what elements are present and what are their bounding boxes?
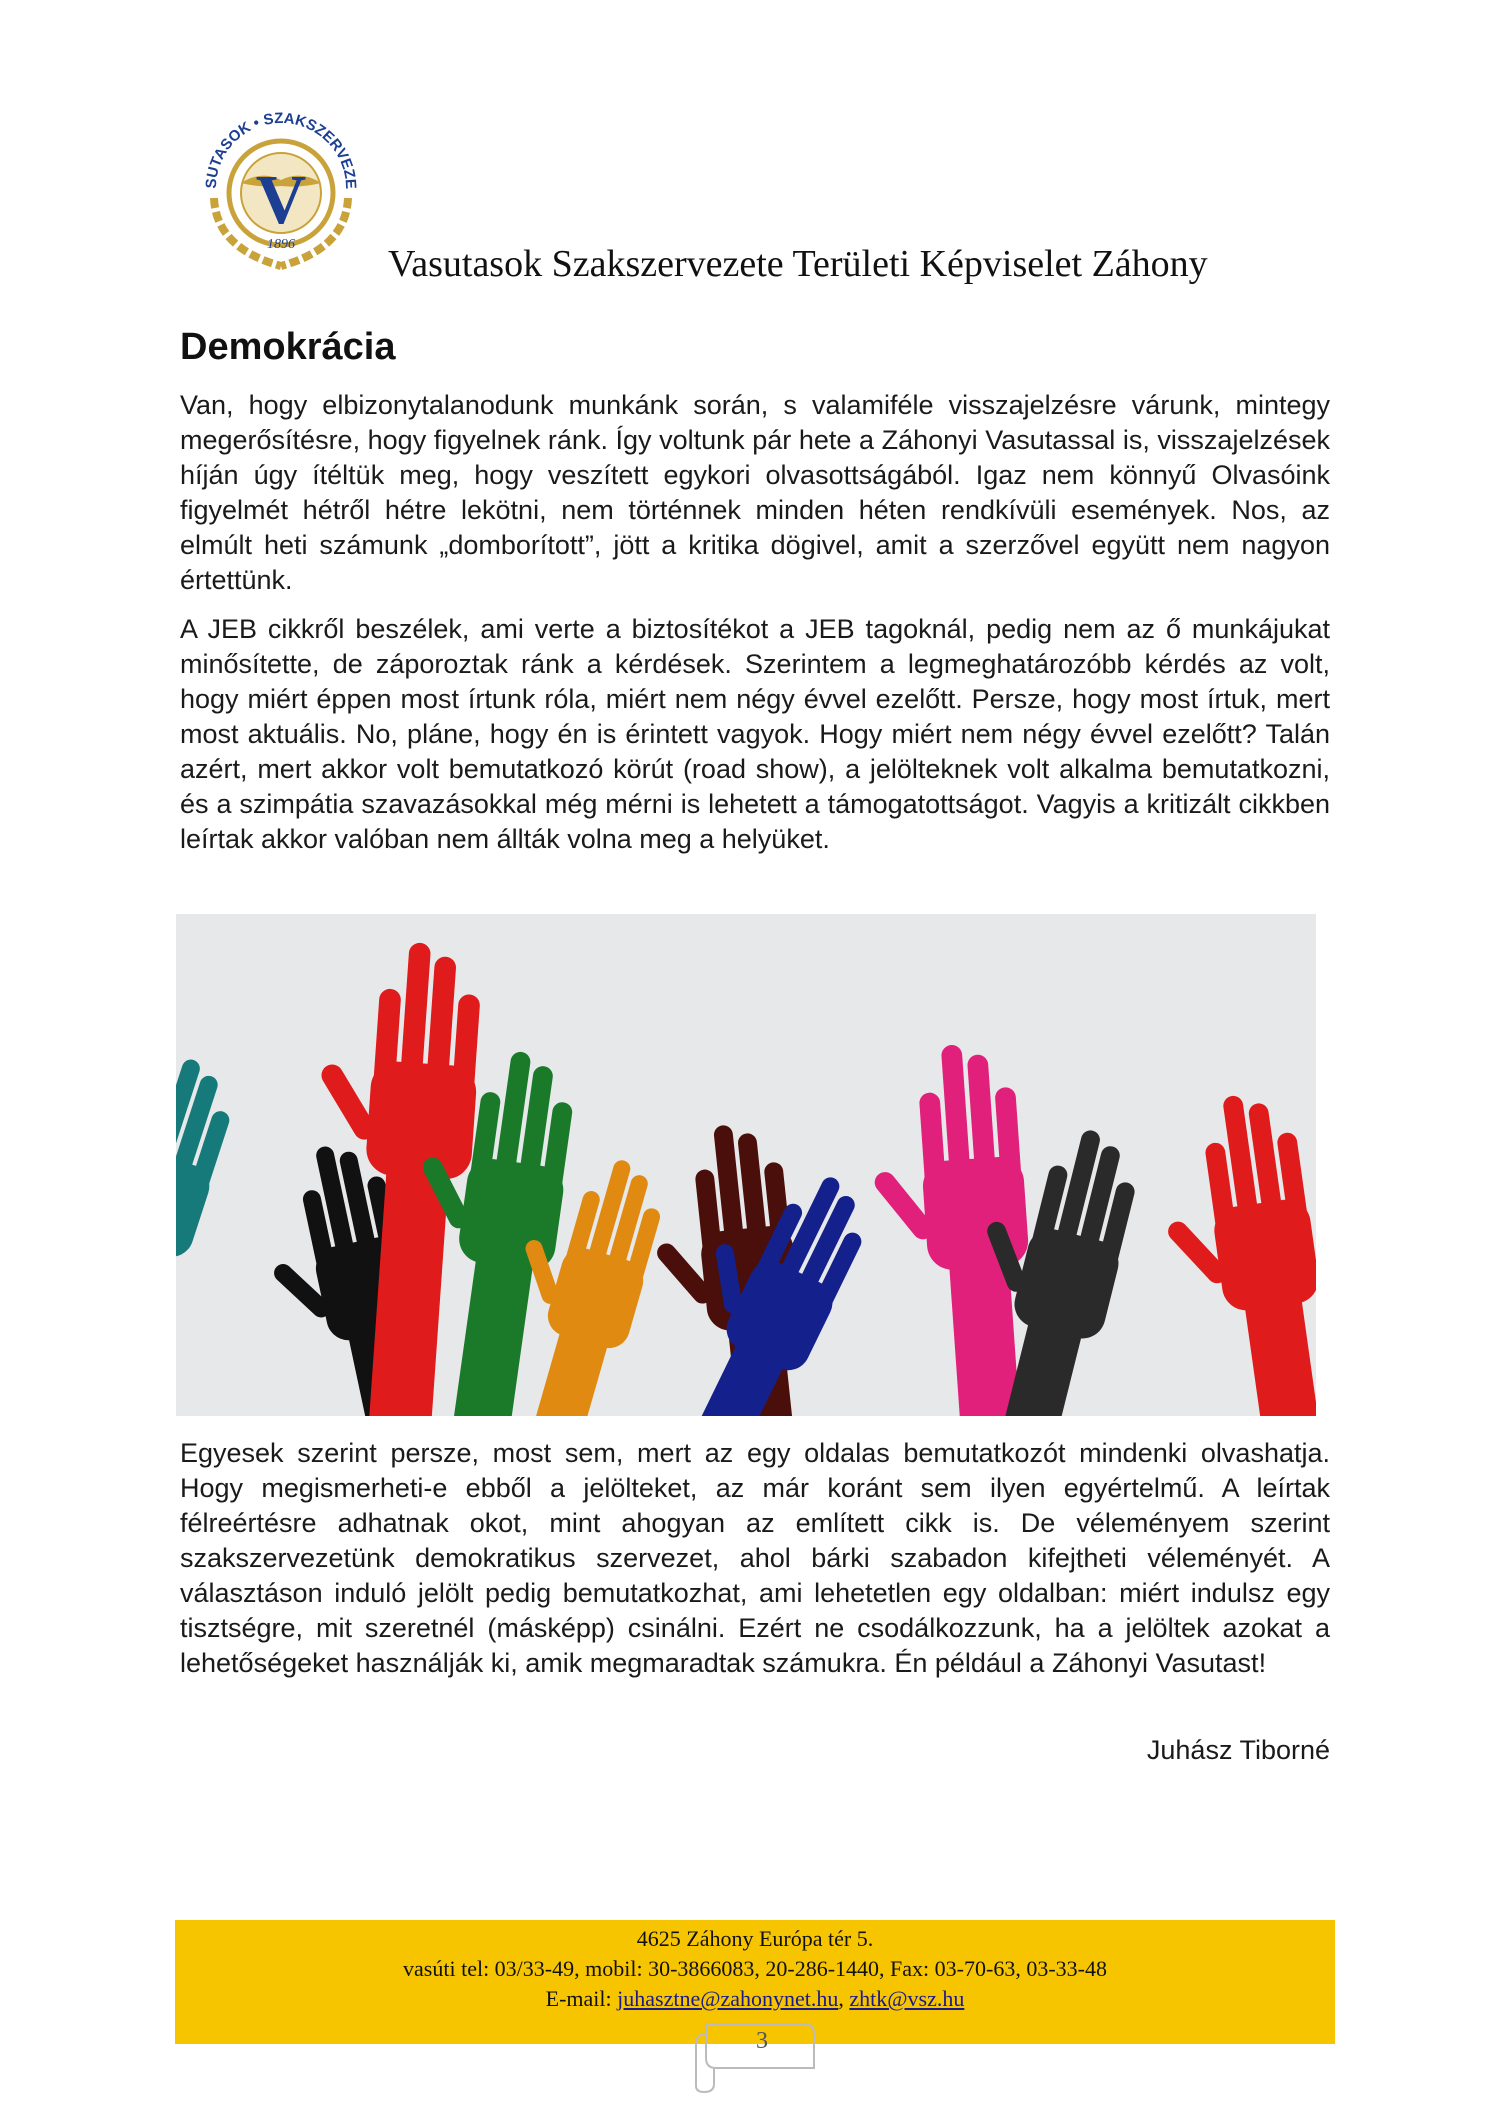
- hand-shape: [270, 936, 486, 1416]
- article-paragraph-3: Egyesek szerint persze, most sem, mert az egy oldalas bemutatkozót mindenki olvashatja. Hogy megismerheti-e ebből a jelölteket, az már koránt sem ilyen egyértelmű. A leírtak félreértésre adhatnak okot, mint ahogyan az említett cikk is. De véleményem szerint szakszervezetünk demokratikus szervezet, ahol bárki szabadon kifejtheti véleményét. A választáson induló jelölt pedig bemutatkozhat, ami lehetetlen egy oldalban: miért indulsz egy tisztségre, mit szeretnél (másképp) csinálni. Ezért ne csodálkozzunk, ha a jelöltek azokat a lehetőségeket használják ki, amik megmaradtak számukra. Én például a Záhonyi Vasutast!: [180, 1438, 1330, 1678]
- footer-address: 4625 Záhony Európa tér 5.: [636, 1926, 874, 1951]
- page-number: 3: [756, 2028, 768, 2054]
- logo-year: 1896: [267, 237, 295, 252]
- footer-email-label: E-mail:: [545, 1986, 612, 2011]
- raised-hands-image: [176, 914, 1316, 1416]
- logo-ring-text: SUTASOK • SZAKSZERVEZE: [202, 109, 360, 190]
- organization-title: Vasutasok Szakszervezete Területi Képviselet Záhony: [388, 243, 1208, 285]
- article-title: Demokrácia: [180, 326, 396, 368]
- footer-email-separator: ,: [838, 1986, 844, 2011]
- hand-shape: [176, 1036, 246, 1416]
- footer-phones: vasúti tel: 03/33-49, mobil: 30-3866083, 20-286-1440, Fax: 03-70-63, 03-33-48: [403, 1956, 1107, 1981]
- hand-shape: [1147, 1088, 1316, 1416]
- union-logo: [186, 88, 376, 278]
- footer-email-line: [175, 1984, 1335, 2014]
- footer-email-link-2[interactable]: zhtk@vsz.hu: [849, 1986, 965, 2011]
- footer-email-link-1[interactable]: juhasztne@zahonynet.hu: [617, 1986, 839, 2011]
- article-paragraph-2: A JEB cikkről beszélek, ami verte a biztosítékot a JEB tagoknál, pedig nem az ő munkájukat minősítette, de záporoztak ránk a kérdések. Szerintem a legmeghatározóbb kérdés az volt, hogy miért éppen most írtunk róla, miért nem négy évvel ezelőtt. Persze, hogy most írtuk, mert most aktuális. No, pláne, hogy én is érintett vagyok. Hogy miért nem négy évvel ezelőtt? Talán azért, mert akkor volt bemutatkozó körút (road show), a jelölteknek volt alkalma bemutatkozni, és a szimpátia szavazásokkal még mérni is lehetett a támogatottságot. Vagyis a kritizált cikkben leírtak akkor valóban nem állták volna meg a helyüket.: [180, 614, 1330, 854]
- logo-letter: V: [255, 162, 307, 239]
- article-author: Juhász Tiborné: [1146, 1735, 1330, 1765]
- article-paragraph-1: Van, hogy elbizonytalanodunk munkánk során, s valamiféle visszajelzésre várunk, mintegy megerősítésre, hogy figyelnek ránk. Így voltunk pár hete a Záhonyi Vasutassal is, visszajelzések híján úgy ítéltük meg, hogy veszített egykori olvasottságából. Igaz nem könnyű Olvasóink figyelmét hétről hétre lekötni, nem történnek minden héten rendkívüli események. Nos, az elmúlt heti számunk „domborított”, jött a kritika dögivel, amit a szerzővel együtt nem nagyon értettünk.: [180, 390, 1330, 595]
